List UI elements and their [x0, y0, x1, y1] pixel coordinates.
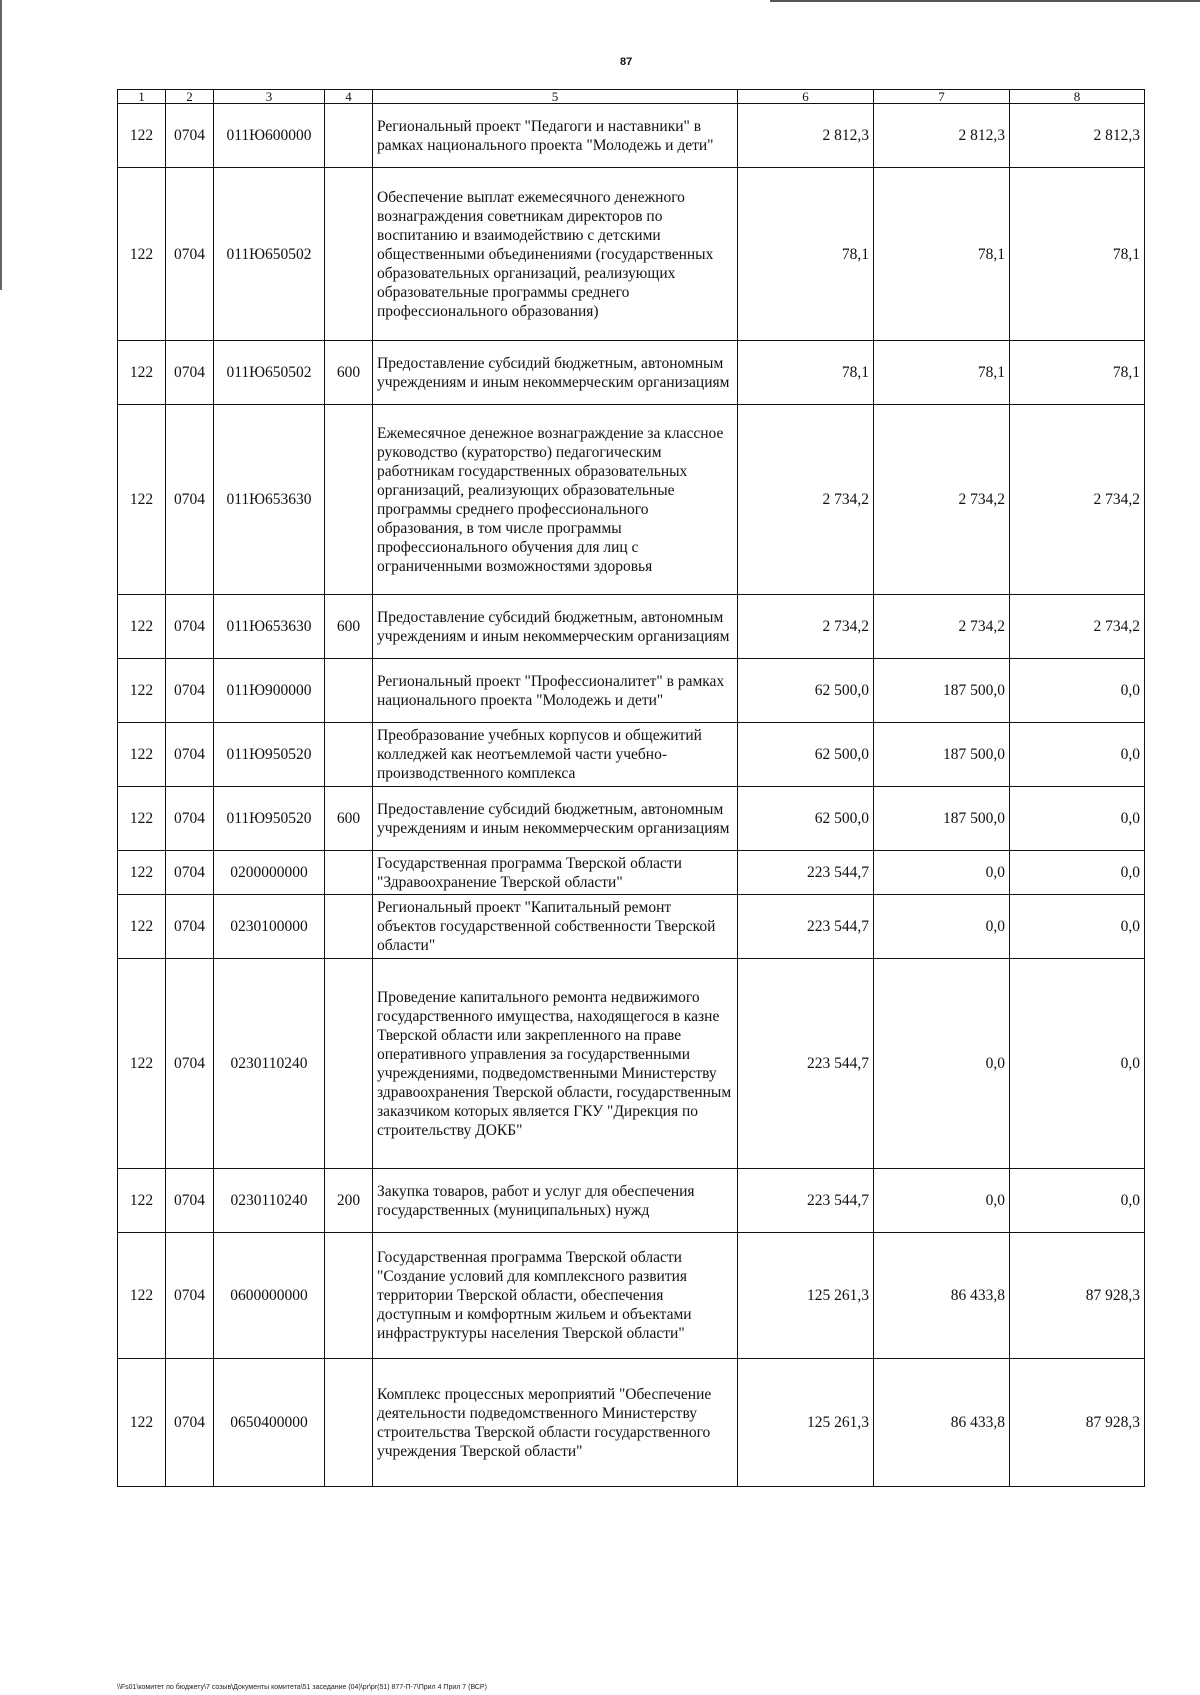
cell-expense-type — [325, 168, 373, 341]
cell-target-code: 0200000000 — [214, 851, 325, 895]
table-row — [118, 104, 1145, 168]
cell-ministry: 122 — [118, 787, 166, 851]
cell-description: Государственная программа Тверской области "Создание условий для комплексного развития территории Тверской области, обеспечения доступным и комфортным жильем и объектами инфраструктуры населения Тверской области" — [373, 1233, 738, 1359]
cell-amount-3: 0,0 — [1010, 723, 1145, 787]
table-row — [118, 959, 1145, 1169]
cell-amount-1: 223 544,7 — [738, 851, 874, 895]
cell-description: Комплекс процессных мероприятий "Обеспечение деятельности подведомственного Министерству строительства Тверской области государственного учреждения Тверской области" — [373, 1359, 738, 1487]
cell-ministry: 122 — [118, 104, 166, 168]
cell-ministry: 122 — [118, 168, 166, 341]
cell-ministry: 122 — [118, 659, 166, 723]
cell-amount-2: 187 500,0 — [874, 787, 1010, 851]
cell-amount-3: 0,0 — [1010, 851, 1145, 895]
cell-amount-3: 0,0 — [1010, 959, 1145, 1169]
cell-amount-2: 2 734,2 — [874, 405, 1010, 595]
cell-amount-3: 2 734,2 — [1010, 595, 1145, 659]
column-header: 5 — [373, 90, 738, 104]
cell-expense-type: 600 — [325, 595, 373, 659]
cell-section: 0704 — [166, 1359, 214, 1487]
cell-amount-1: 62 500,0 — [738, 723, 874, 787]
cell-amount-2: 187 500,0 — [874, 659, 1010, 723]
cell-amount-2: 187 500,0 — [874, 723, 1010, 787]
column-header: 3 — [214, 90, 325, 104]
cell-amount-1: 223 544,7 — [738, 1169, 874, 1233]
cell-description: Предоставление субсидий бюджетным, автономным учреждениям и иным некоммерческим организациям — [373, 595, 738, 659]
table-row — [118, 851, 1145, 895]
cell-section: 0704 — [166, 1169, 214, 1233]
cell-description: Ежемесячное денежное вознаграждение за классное руководство (кураторство) педагогическим работникам государственных образовательных организаций, реализующих образовательные программы среднего профессионального образования, в том числе программы профессионального обучения для лиц с ограниченными возможностями здоровья — [373, 405, 738, 595]
cell-section: 0704 — [166, 959, 214, 1169]
cell-ministry: 122 — [118, 341, 166, 405]
cell-ministry: 122 — [118, 1233, 166, 1359]
cell-amount-1: 223 544,7 — [738, 959, 874, 1169]
cell-target-code: 011Ю950520 — [214, 723, 325, 787]
cell-section: 0704 — [166, 595, 214, 659]
cell-target-code: 011Ю650502 — [214, 341, 325, 405]
cell-target-code: 0600000000 — [214, 1233, 325, 1359]
cell-section: 0704 — [166, 104, 214, 168]
footer-file-path: \\Fs01\комитет по бюджету\7 созыв\Документы комитета\51 заседание (04)\pr\pr(51) 877-П-7\Прил 4 Прил 7 (ВСР) — [117, 1684, 487, 1691]
cell-section: 0704 — [166, 659, 214, 723]
cell-expense-type — [325, 1233, 373, 1359]
cell-expense-type — [325, 104, 373, 168]
cell-amount-2: 2 734,2 — [874, 595, 1010, 659]
cell-expense-type — [325, 659, 373, 723]
cell-description: Региональный проект "Профессионалитет" в рамках национального проекта "Молодежь и дети" — [373, 659, 738, 723]
cell-description: Предоставление субсидий бюджетным, автономным учреждениям и иным некоммерческим организациям — [373, 341, 738, 405]
cell-target-code: 011Ю650502 — [214, 168, 325, 341]
cell-amount-1: 62 500,0 — [738, 659, 874, 723]
cell-amount-3: 2 734,2 — [1010, 405, 1145, 595]
table-row — [118, 168, 1145, 341]
cell-description: Региональный проект "Педагоги и наставники" в рамках национального проекта "Молодежь и дети" — [373, 104, 738, 168]
cell-description: Предоставление субсидий бюджетным, автономным учреждениям и иным некоммерческим организациям — [373, 787, 738, 851]
cell-target-code: 0230110240 — [214, 959, 325, 1169]
column-header: 7 — [874, 90, 1010, 104]
cell-expense-type — [325, 959, 373, 1169]
cell-target-code: 011Ю900000 — [214, 659, 325, 723]
cell-amount-3: 87 928,3 — [1010, 1233, 1145, 1359]
cell-amount-1: 78,1 — [738, 168, 874, 341]
cell-description: Государственная программа Тверской области "Здравоохранение Тверской области" — [373, 851, 738, 895]
table-row — [118, 1169, 1145, 1233]
cell-expense-type — [325, 723, 373, 787]
cell-amount-3: 2 812,3 — [1010, 104, 1145, 168]
page-number: 87 — [620, 56, 633, 68]
cell-ministry: 122 — [118, 595, 166, 659]
table-row — [118, 341, 1145, 405]
table-row — [118, 787, 1145, 851]
cell-ministry: 122 — [118, 723, 166, 787]
cell-description: Региональный проект "Капитальный ремонт объектов государственной собственности Тверской области" — [373, 895, 738, 959]
cell-target-code: 0230110240 — [214, 1169, 325, 1233]
cell-expense-type — [325, 405, 373, 595]
cell-amount-1: 2 734,2 — [738, 595, 874, 659]
table-row — [118, 1233, 1145, 1359]
cell-expense-type: 600 — [325, 341, 373, 405]
cell-description: Закупка товаров, работ и услуг для обеспечения государственных (муниципальных) нужд — [373, 1169, 738, 1233]
cell-expense-type: 200 — [325, 1169, 373, 1233]
table-header-row — [118, 90, 1145, 104]
cell-ministry: 122 — [118, 1359, 166, 1487]
cell-section: 0704 — [166, 851, 214, 895]
cell-amount-3: 0,0 — [1010, 895, 1145, 959]
cell-amount-3: 0,0 — [1010, 659, 1145, 723]
cell-target-code: 011Ю653630 — [214, 595, 325, 659]
cell-amount-2: 78,1 — [874, 168, 1010, 341]
cell-amount-1: 125 261,3 — [738, 1233, 874, 1359]
column-header: 2 — [166, 90, 214, 104]
cell-ministry: 122 — [118, 405, 166, 595]
cell-ministry: 122 — [118, 959, 166, 1169]
cell-description: Обеспечение выплат ежемесячного денежного вознаграждения советникам директоров по воспитанию и взаимодействию с детскими общественными объединениями (государственных образовательных организаций, реализующих образовательные программы среднего профессионального образования) — [373, 168, 738, 341]
scan-edge-line — [770, 0, 1200, 2]
cell-amount-2: 86 433,8 — [874, 1233, 1010, 1359]
table-row — [118, 659, 1145, 723]
cell-amount-1: 125 261,3 — [738, 1359, 874, 1487]
cell-amount-2: 0,0 — [874, 895, 1010, 959]
cell-amount-2: 78,1 — [874, 341, 1010, 405]
cell-expense-type — [325, 1359, 373, 1487]
cell-amount-3: 0,0 — [1010, 787, 1145, 851]
cell-amount-2: 0,0 — [874, 1169, 1010, 1233]
table-row — [118, 595, 1145, 659]
cell-section: 0704 — [166, 168, 214, 341]
cell-amount-2: 2 812,3 — [874, 104, 1010, 168]
column-header: 4 — [325, 90, 373, 104]
cell-ministry: 122 — [118, 895, 166, 959]
cell-section: 0704 — [166, 895, 214, 959]
cell-amount-1: 223 544,7 — [738, 895, 874, 959]
column-header: 1 — [118, 90, 166, 104]
cell-amount-2: 0,0 — [874, 959, 1010, 1169]
cell-amount-1: 2 812,3 — [738, 104, 874, 168]
table-row — [118, 723, 1145, 787]
cell-ministry: 122 — [118, 851, 166, 895]
cell-amount-1: 2 734,2 — [738, 405, 874, 595]
cell-section: 0704 — [166, 405, 214, 595]
cell-section: 0704 — [166, 341, 214, 405]
table-row — [118, 1359, 1145, 1487]
scan-margin-mark — [0, 0, 2, 290]
cell-section: 0704 — [166, 1233, 214, 1359]
cell-section: 0704 — [166, 723, 214, 787]
cell-target-code: 011Ю653630 — [214, 405, 325, 595]
cell-amount-3: 78,1 — [1010, 168, 1145, 341]
cell-description: Проведение капитального ремонта недвижимого государственного имущества, находящегося в казне Тверской области или закрепленного на праве оперативного управления за государственными учреждениями, подведомственными Министерству здравоохранения Тверской области, государственным заказчиком которых является ГКУ "Дирекция по строительству ДОКБ" — [373, 959, 738, 1169]
cell-target-code: 0650400000 — [214, 1359, 325, 1487]
cell-section: 0704 — [166, 787, 214, 851]
cell-target-code: 011Ю600000 — [214, 104, 325, 168]
cell-expense-type — [325, 895, 373, 959]
table-row — [118, 405, 1145, 595]
cell-description: Преобразование учебных корпусов и общежитий колледжей как неотъемлемой части учебно-производственного комплекса — [373, 723, 738, 787]
cell-amount-1: 78,1 — [738, 341, 874, 405]
budget-table — [117, 89, 1145, 1487]
cell-expense-type — [325, 851, 373, 895]
cell-target-code: 011Ю950520 — [214, 787, 325, 851]
cell-amount-3: 78,1 — [1010, 341, 1145, 405]
cell-amount-2: 86 433,8 — [874, 1359, 1010, 1487]
column-header: 6 — [738, 90, 874, 104]
cell-amount-2: 0,0 — [874, 851, 1010, 895]
cell-target-code: 0230100000 — [214, 895, 325, 959]
cell-ministry: 122 — [118, 1169, 166, 1233]
cell-expense-type: 600 — [325, 787, 373, 851]
cell-amount-3: 0,0 — [1010, 1169, 1145, 1233]
cell-amount-1: 62 500,0 — [738, 787, 874, 851]
cell-amount-3: 87 928,3 — [1010, 1359, 1145, 1487]
column-header: 8 — [1010, 90, 1145, 104]
table-row — [118, 895, 1145, 959]
